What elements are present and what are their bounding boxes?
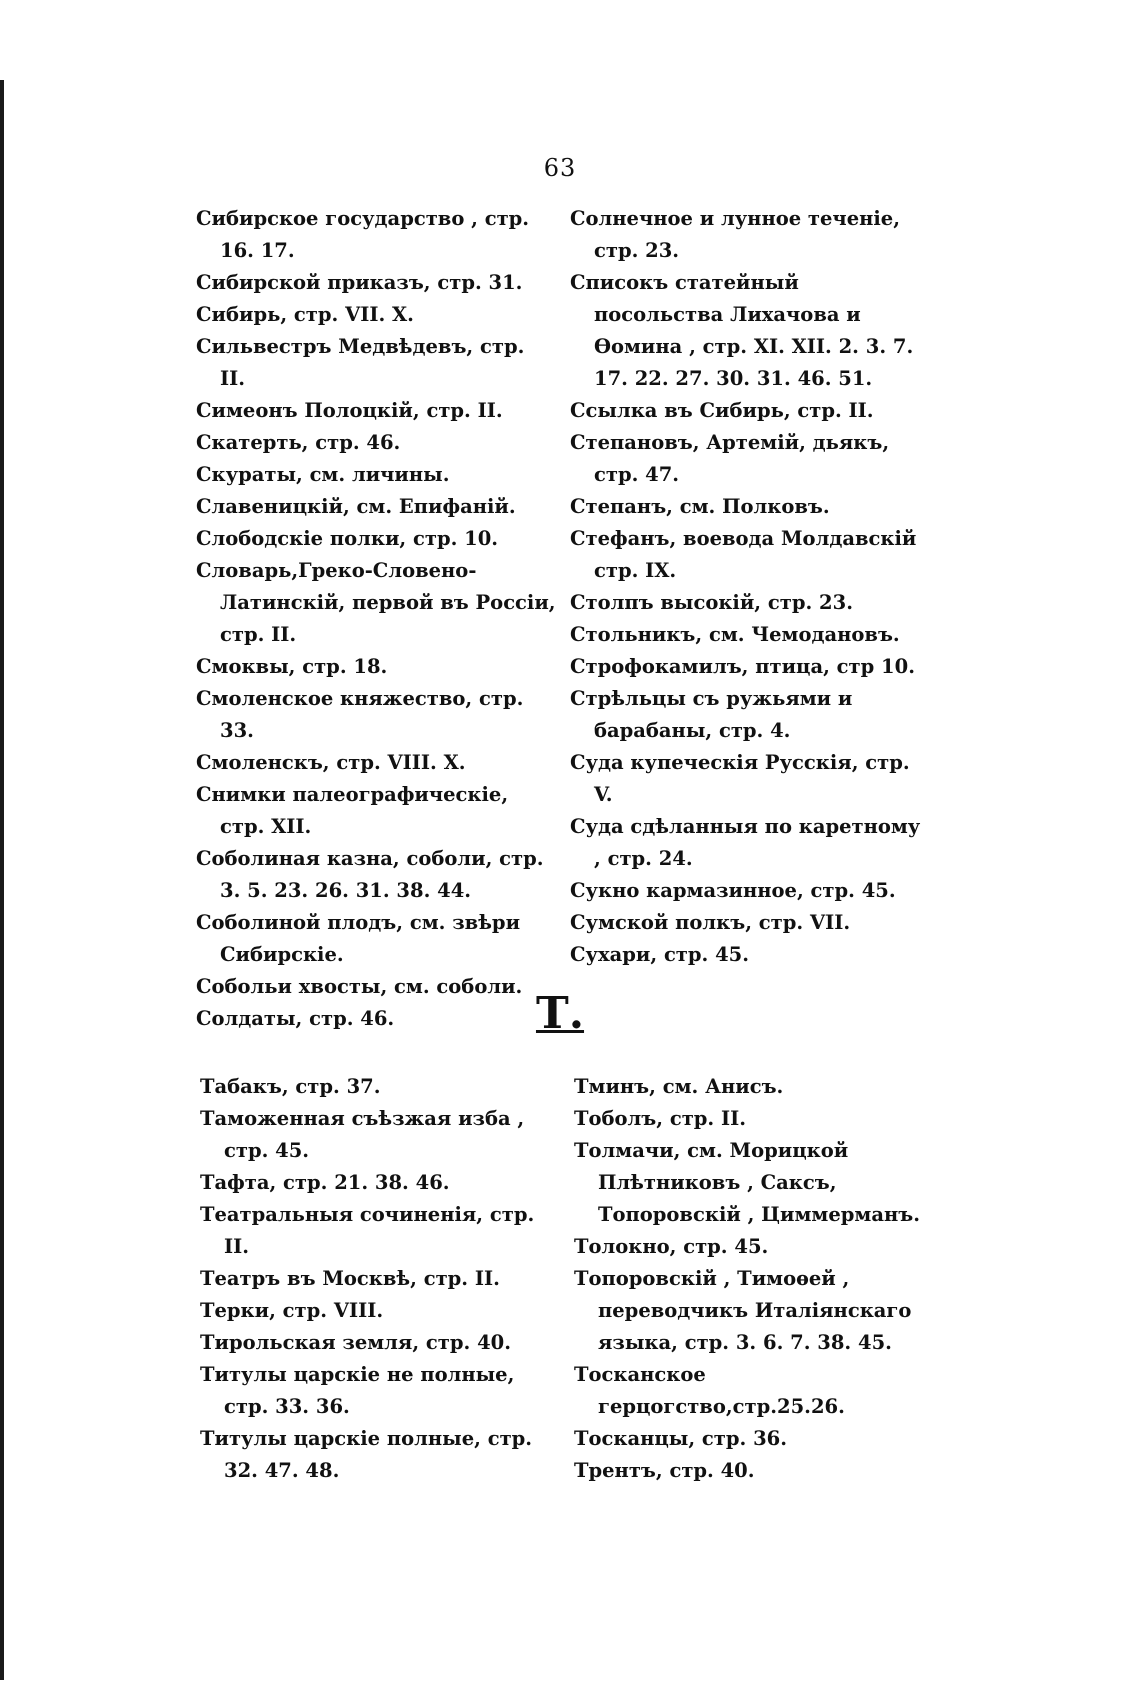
index-entry: Тминъ, см. Анисъ. <box>574 1075 784 1098</box>
index-entry: Собольи хвосты, см. соболи. <box>196 975 523 998</box>
index-entry: Строфокамилъ, птица, стр 10. <box>570 655 915 678</box>
index-entry: Словарь,Греко-Словено-Латинскій, первой въ Россіи, стр. II. <box>196 559 556 646</box>
index-entry: Толмачи, см. Морицкой Плѣтниковъ , Саксъ, Топоровскій , Циммерманъ. <box>574 1139 920 1226</box>
index-entry: Солдаты, стр. 46. <box>196 1007 395 1030</box>
index-entry: Стольникъ, см. Чемодановъ. <box>570 623 900 646</box>
binding-edge <box>0 80 4 1680</box>
index-entry: Столпъ высокій, стр. 23. <box>570 591 853 614</box>
index-entry: Трентъ, стр. 40. <box>574 1459 755 1482</box>
section-letter-heading: Т. <box>535 988 585 1039</box>
index-entry: Тосканское герцогство,стр.25.26. <box>574 1363 845 1418</box>
index-entry: Смоквы, стр. 18. <box>196 655 388 678</box>
index-entry: Терки, стр. VIII. <box>200 1299 384 1322</box>
index-entry: Стефанъ, воевода Молдавскій стр. IX. <box>570 527 917 582</box>
index-entry: Таможенная съѣзжая изба , стр. 45. <box>200 1107 525 1162</box>
index-column-s-right <box>570 203 930 971</box>
index-column-s-left <box>196 203 556 1035</box>
index-entry: Смоленскъ, стр. VIII. X. <box>196 751 466 774</box>
index-entry: Сибирь, стр. VII. X. <box>196 303 414 326</box>
index-entry: Скатерть, стр. 46. <box>196 431 401 454</box>
index-entry: Стрѣльцы съ ружьями и барабаны, стр. 4. <box>570 687 853 742</box>
index-entry: Симеонъ Полоцкій, стр. II. <box>196 399 503 422</box>
index-entry: Топоровскій , Тимоѳей , переводчикъ Италіянскаго языка, стр. 3. 6. 7. 38. 45. <box>574 1267 912 1354</box>
index-entry: Сибирское государство , стр. 16. 17. <box>196 207 530 262</box>
index-entry: Титулы царскіе полные, стр. 32. 47. 48. <box>200 1427 533 1482</box>
index-entry: Скураты, см. личины. <box>196 463 450 486</box>
index-entry: Списокъ статейный посольства Лихачова и Ѳомина , стр. XI. XII. 2. 3. 7. 17. 22. 27. 30. 31. 46. 51. <box>570 271 914 390</box>
index-entry: Степанъ, см. Полковъ. <box>570 495 830 518</box>
index-column-t-left <box>200 1071 560 1487</box>
index-entry: Солнечное и лунное теченіе, стр. 23. <box>570 207 900 262</box>
index-entry: Снимки палеографическіе, стр. XII. <box>196 783 509 838</box>
index-entry: Тоболъ, стр. II. <box>574 1107 747 1130</box>
index-entry: Сукно кармазинное, стр. 45. <box>570 879 896 902</box>
index-entry: Тирольская земля, стр. 40. <box>200 1331 512 1354</box>
index-entry: Сухари, стр. 45. <box>570 943 750 966</box>
index-entry: Тафта, стр. 21. 38. 46. <box>200 1171 450 1194</box>
index-entry: Толокно, стр. 45. <box>574 1235 769 1258</box>
index-entry: Соболиная казна, соболи, стр. 3. 5. 23. 26. 31. 38. 44. <box>196 847 544 902</box>
index-entry: Тосканцы, стр. 36. <box>574 1427 788 1450</box>
index-entry: Суда купеческія Русскія, стр. V. <box>570 751 910 806</box>
index-entry: Театральныя сочиненія, стр. II. <box>200 1203 535 1258</box>
index-entry: Соболиной плодъ, см. звѣри Сибирскіе. <box>196 911 521 966</box>
index-column-t-right <box>574 1071 934 1487</box>
index-entry: Смоленское княжество, стр. 33. <box>196 687 524 742</box>
index-entry: Театръ въ Москвѣ, стр. II. <box>200 1267 500 1290</box>
index-entry: Табакъ, стр. 37. <box>200 1075 381 1098</box>
index-entry: Сумской полкъ, стр. VII. <box>570 911 851 934</box>
index-entry: Титулы царскіе не полные, стр. 33. 36. <box>200 1363 515 1418</box>
index-entry: Суда сдѣланныя по каретному , стр. 24. <box>570 815 921 870</box>
index-entry: Славеницкій, см. Епифаній. <box>196 495 516 518</box>
index-entry: Сибирской приказъ, стр. 31. <box>196 271 523 294</box>
index-entry: Слободскіе полки, стр. 10. <box>196 527 499 550</box>
page-number: 63 <box>543 154 577 182</box>
index-entry: Степановъ, Артемій, дьякъ, стр. 47. <box>570 431 890 486</box>
index-entry: Сильвестръ Медвѣдевъ, стр. II. <box>196 335 525 390</box>
index-entry: Ссылка въ Сибирь, стр. II. <box>570 399 874 422</box>
